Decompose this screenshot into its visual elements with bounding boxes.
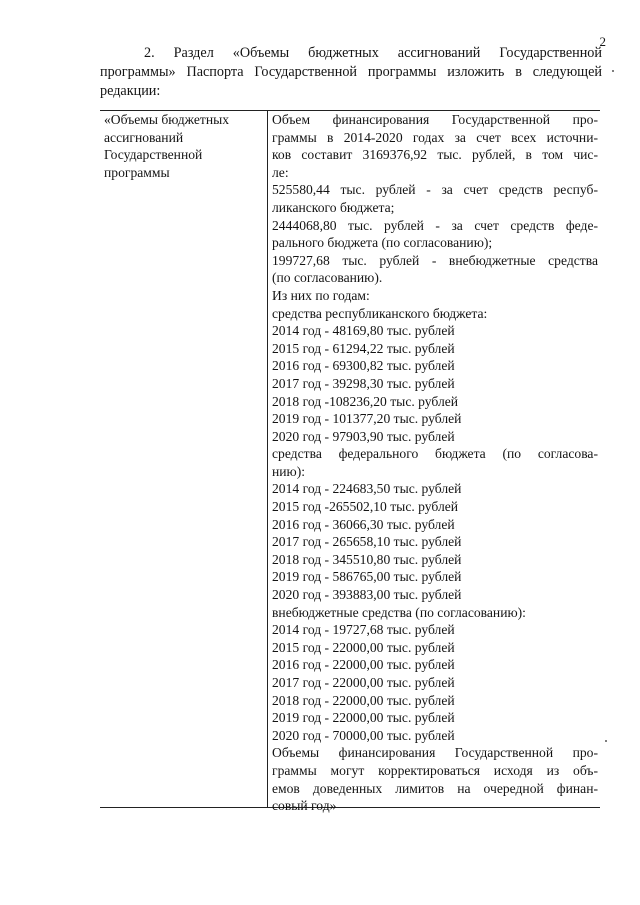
content-line: 2014 год - 224683,50 тыс. рублей: [272, 481, 462, 497]
content-line: средства республиканского бюджета:: [272, 305, 488, 321]
content-line: Объем финансирования Государственной про-: [272, 112, 598, 127]
content-line: 2019 год - 22000,00 тыс. рублей: [272, 710, 455, 726]
scan-speck: [605, 740, 607, 742]
content-line: Из них по годам:: [272, 287, 370, 303]
content-line: 2020 год - 70000,00 тыс. рублей: [272, 727, 455, 743]
content-line: граммы в 2014-2020 годах за счет всех источни-: [272, 129, 598, 145]
content-line: 525580,44 тыс. рублей - за счет средств респуб-: [272, 182, 598, 198]
content-line: граммы могут корректироваться исходя из объ-: [272, 762, 598, 778]
table-content-cell: [272, 111, 598, 815]
intro-paragraph: 2. Раздел «Объемы бюджетных ассигнований Государственной программы» Паспорта Государственной программы изложить в следующей редакции:: [100, 45, 602, 99]
label-line: ассигнований: [104, 129, 184, 145]
label-line: программы: [104, 164, 170, 180]
content-line: средства федерального бюджета (по согласова-: [272, 446, 598, 462]
table-label-cell: [104, 111, 262, 181]
content-line: 2015 год - 61294,22 тыс. рублей: [272, 340, 455, 356]
content-line: 2016 год - 22000,00 тыс. рублей: [272, 657, 455, 673]
content-line: ликанского бюджета;: [272, 199, 395, 215]
content-line: 2014 год - 48169,80 тыс. рублей: [272, 323, 455, 339]
content-line: 2014 год - 19727,68 тыс. рублей: [272, 622, 455, 638]
content-line: 2015 год -265502,10 тыс. рублей: [272, 499, 459, 515]
scan-speck: [612, 70, 614, 72]
label-line: «Объемы бюджетных: [104, 112, 230, 127]
content-line: нию):: [272, 463, 306, 479]
column-divider: [267, 111, 268, 807]
content-line: 2017 год - 265658,10 тыс. рублей: [272, 534, 462, 550]
content-line: 2017 год - 22000,00 тыс. рублей: [272, 675, 455, 690]
content-line: 2016 год - 36066,30 тыс. рублей: [272, 516, 455, 532]
content-line: ле:: [272, 164, 289, 180]
content-line: 2019 год - 586765,00 тыс. рублей: [272, 569, 462, 585]
label-line: Государственной: [104, 147, 203, 163]
content-line: внебюджетные средства (по согласованию):: [272, 604, 526, 620]
content-line: ков составит 3169376,92 тыс. рублей, в том чис-: [272, 147, 598, 163]
content-line: (по согласованию).: [272, 270, 383, 286]
content-line: 2016 год - 69300,82 тыс. рублей: [272, 358, 455, 374]
content-line: рального бюджета (по согласованию);: [272, 235, 493, 251]
content-line: 2018 год - 345510,80 тыс. рублей: [272, 551, 462, 567]
content-line: 2019 год - 101377,20 тыс. рублей: [272, 411, 462, 427]
content-line: 2020 год - 97903,90 тыс. рублей: [272, 428, 455, 444]
content-line: 2444068,80 тыс. рублей - за счет средств феде-: [272, 217, 598, 233]
content-line: 2018 год - 22000,00 тыс. рублей: [272, 692, 455, 708]
content-line: совый год»: [272, 798, 337, 814]
content-line: 199727,68 тыс. рублей - внебюджетные средства: [272, 252, 598, 268]
page-number: 2: [599, 34, 606, 49]
content-line: Объемы финансирования Государственной про-: [272, 745, 598, 761]
content-line: 2020 год - 393883,00 тыс. рублей: [272, 587, 462, 603]
budget-table: [100, 110, 600, 814]
content-line: 2017 год - 39298,30 тыс. рублей: [272, 375, 455, 391]
content-line: 2015 год - 22000,00 тыс. рублей: [272, 639, 455, 655]
content-line: 2018 год -108236,20 тыс. рублей: [272, 393, 459, 409]
content-line: емов доведенных лимитов на очередной финан-: [272, 780, 598, 796]
